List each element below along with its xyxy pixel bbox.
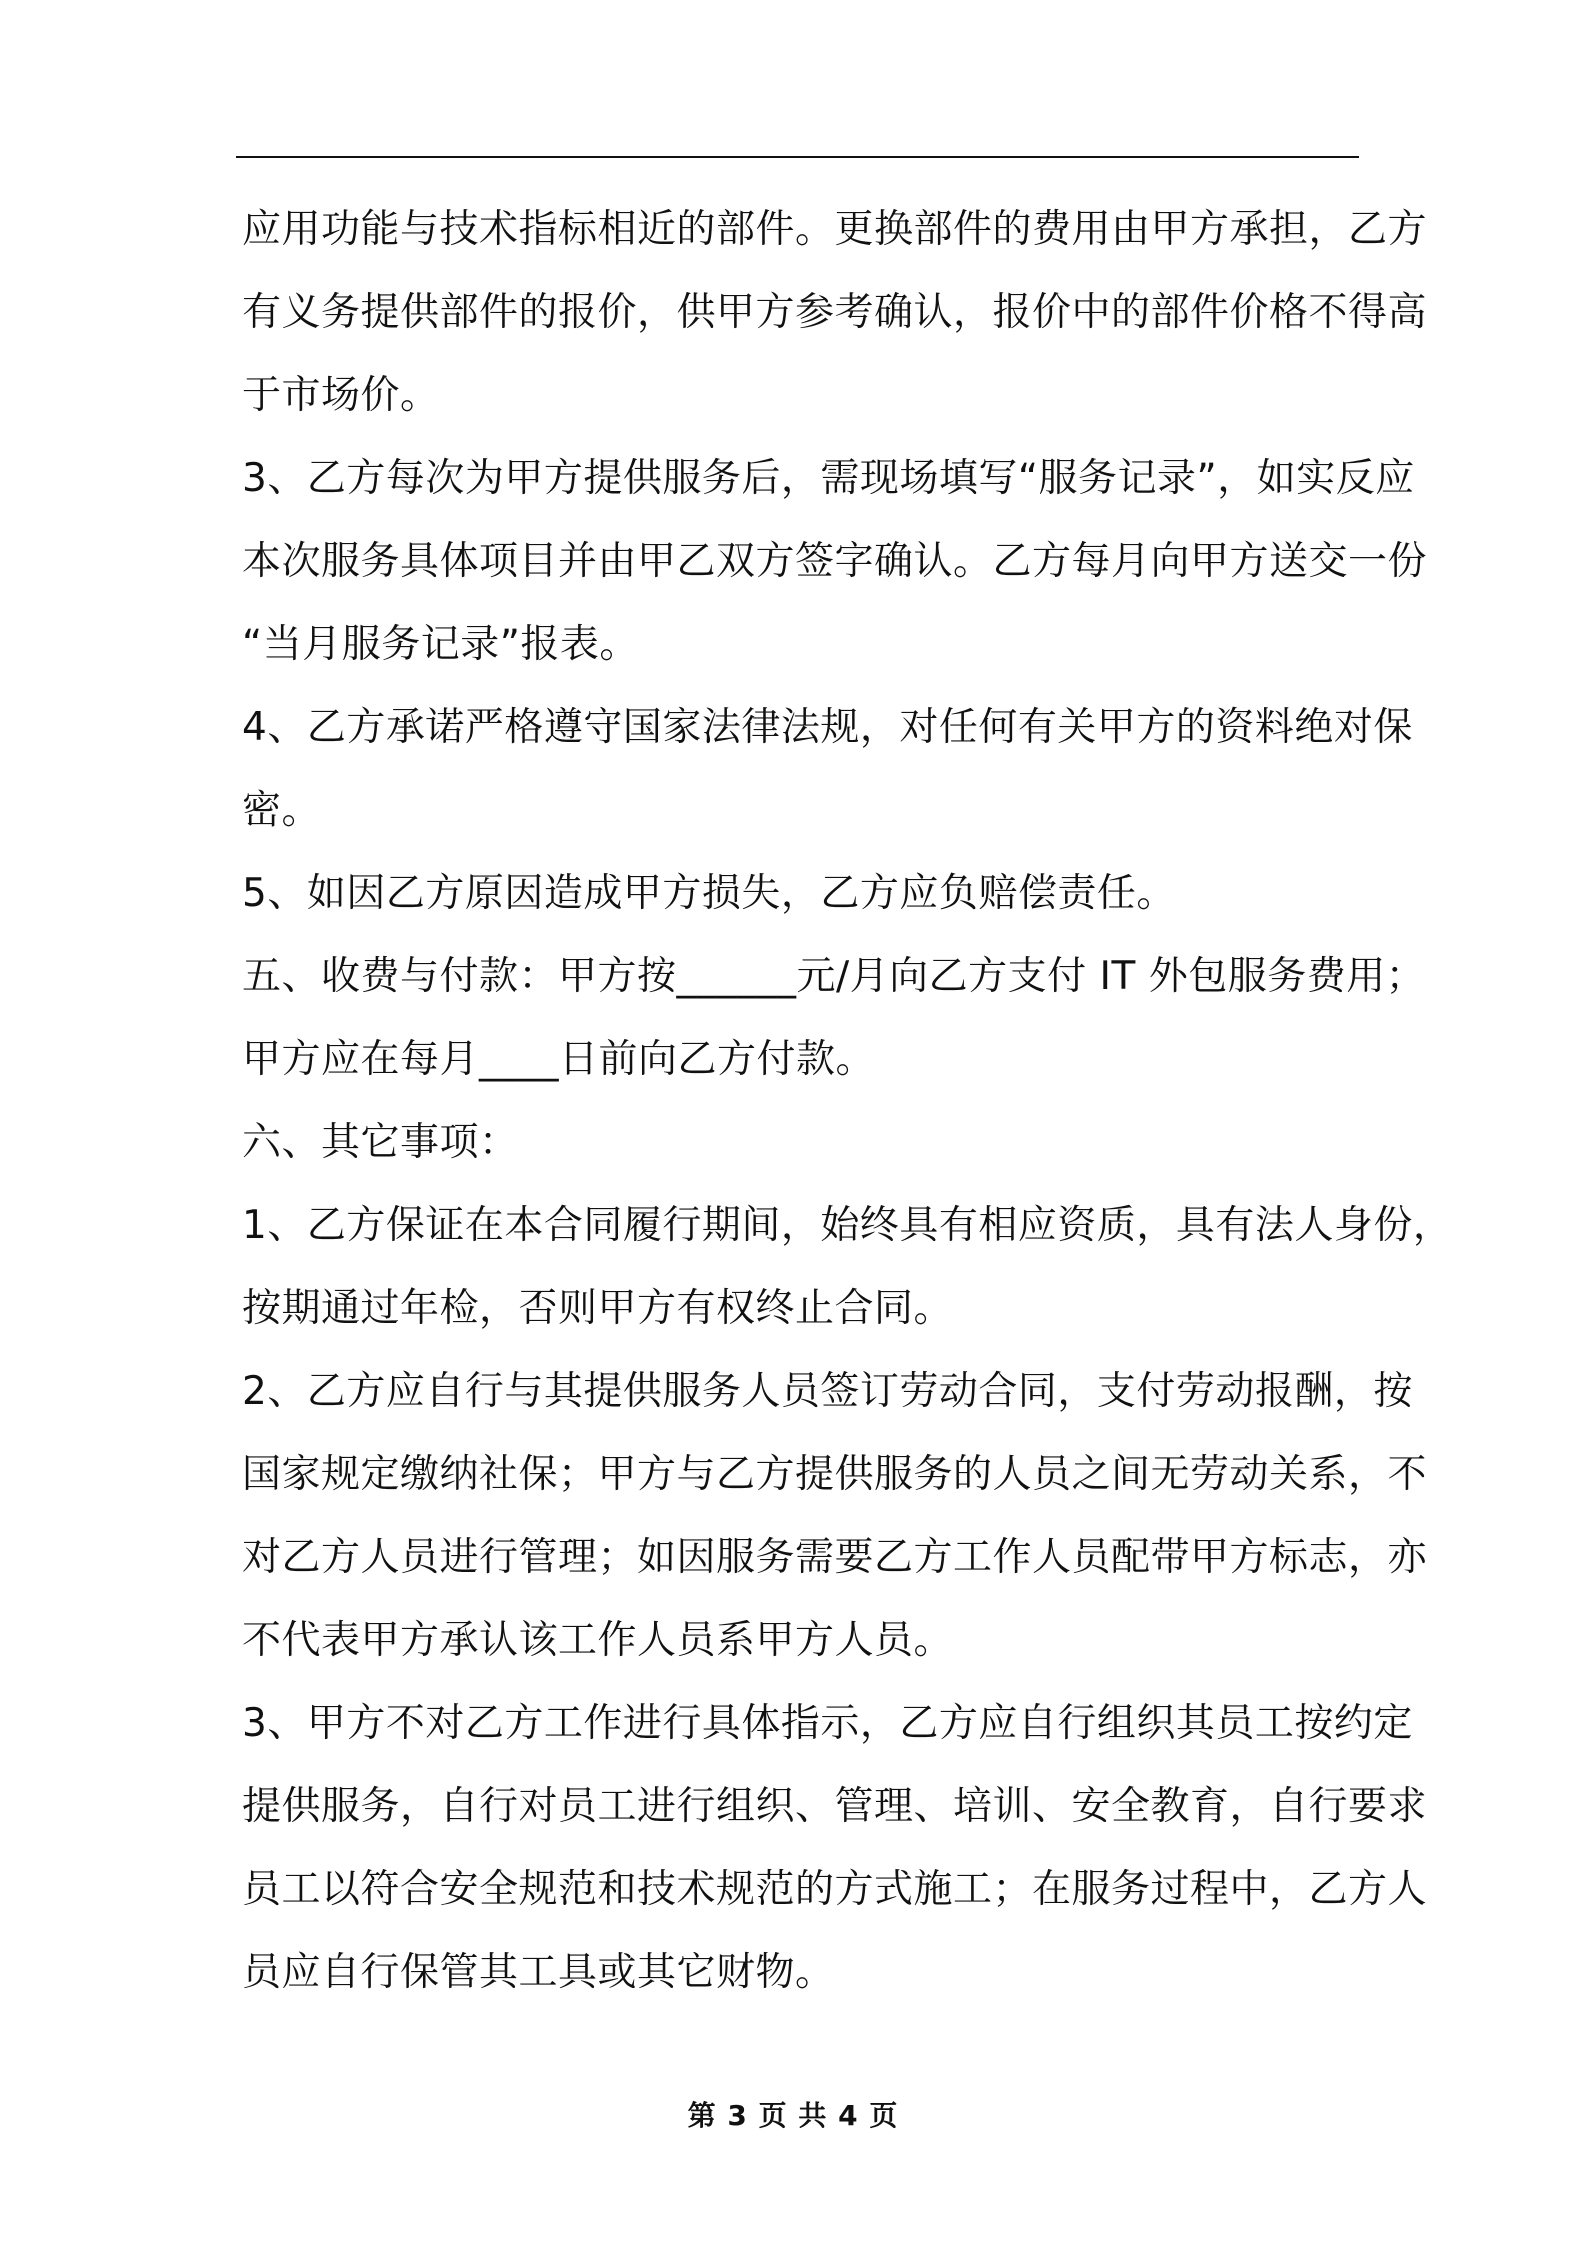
text-line: 员工以符合安全规范和技术规范的方式施工；在服务过程中，乙方人: [242, 1867, 1428, 1912]
text-line: 2、乙方应自行与其提供服务人员签订劳动合同，支付劳动报酬，按: [242, 1369, 1413, 1414]
header-rule: [236, 156, 1359, 158]
text-line: 对乙方人员进行管理；如因服务需要乙方工作人员配带甲方标志，亦: [242, 1535, 1428, 1580]
text-line: 有义务提供部件的报价，供甲方参考确认，报价中的部件价格不得高: [242, 290, 1428, 335]
text-line: 3、乙方每次为甲方提供服务后，需现场填写“服务记录”，如实反应: [242, 456, 1415, 501]
text-line: 密。: [242, 788, 322, 833]
text-line: 按期通过年检，否则甲方有权终止合同。: [242, 1286, 954, 1331]
text-line: 国家规定缴纳社保；甲方与乙方提供服务的人员之间无劳动关系，不: [242, 1452, 1428, 1497]
text-line: 4、乙方承诺严格遵守国家法律法规，对任何有关甲方的资料绝对保: [242, 705, 1413, 750]
page-number-footer: 第 3 页 共 4 页: [687, 2099, 899, 2132]
text-line: 5、如因乙方原因造成甲方损失，乙方应负赔偿责任。: [242, 871, 1176, 916]
text-line: 六、其它事项：: [242, 1120, 519, 1165]
text-line: 3、甲方不对乙方工作进行具体指示，乙方应自行组织其员工按约定: [242, 1701, 1413, 1746]
text-line: 甲方应在每月____日前向乙方付款。: [242, 1037, 876, 1082]
text-line: “当月服务记录”报表。: [242, 622, 639, 667]
text-line: 五、收费与付款：甲方按______元/月向乙方支付 IT 外包服务费用；: [242, 954, 1426, 999]
body-text: [242, 188, 1453, 2014]
text-line: 提供服务，自行对员工进行组织、管理、培训、安全教育，自行要求: [242, 1784, 1428, 1829]
text-line: 1、乙方保证在本合同履行期间，始终具有相应资质，具有法人身份，: [242, 1203, 1453, 1248]
text-line: 本次服务具体项目并由甲乙双方签字确认。乙方每月向甲方送交一份: [242, 539, 1428, 584]
text-line: 员应自行保管其工具或其它财物。: [242, 1950, 835, 1995]
text-line: 于市场价。: [242, 373, 440, 418]
text-line: 应用功能与技术指标相近的部件。更换部件的费用由甲方承担，乙方: [242, 207, 1428, 252]
text-line: 不代表甲方承认该工作人员系甲方人员。: [242, 1618, 954, 1663]
